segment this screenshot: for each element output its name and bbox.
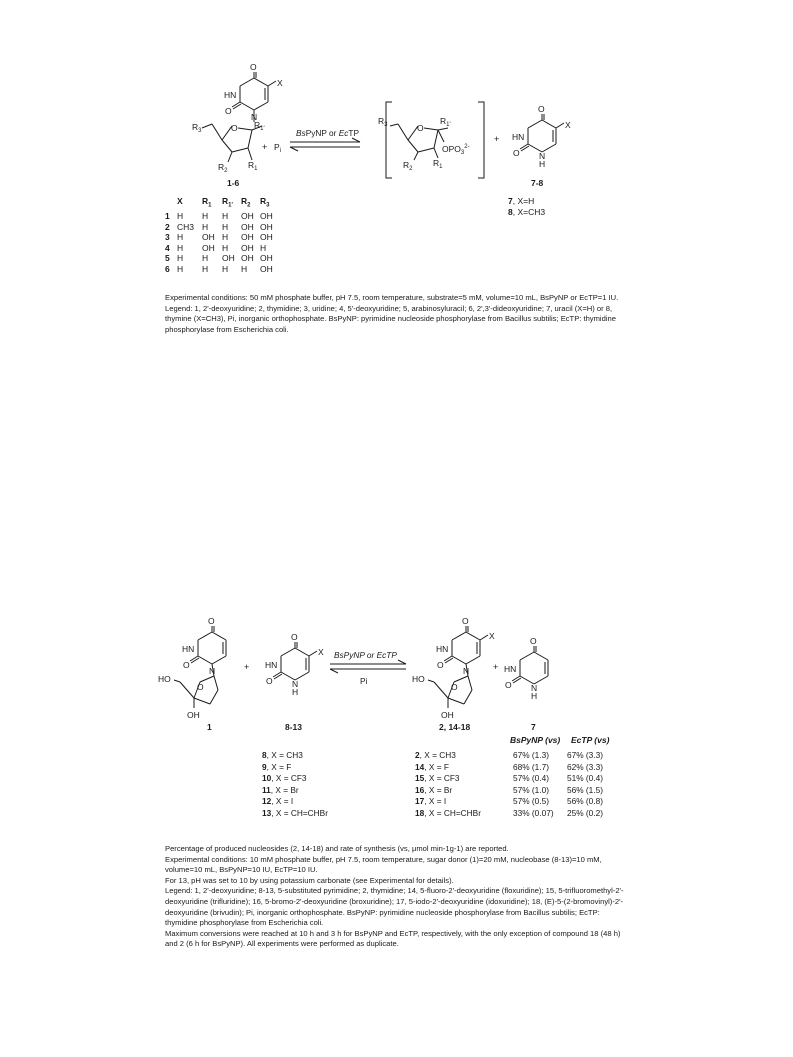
table-header-cell: $R_3$ xyxy=(260,196,270,209)
atom-label: H xyxy=(292,687,299,697)
plus-sign: + xyxy=(494,134,500,144)
atom-label: HN xyxy=(182,644,195,654)
atom-label: $R_{1'}$ xyxy=(440,116,451,128)
atom-label: H xyxy=(539,159,546,169)
atom-label: O xyxy=(208,616,215,626)
compound-label: 7 xyxy=(531,722,536,732)
list-item: 13 , X = CH=CHBr xyxy=(262,807,328,818)
atom-label: OH xyxy=(187,710,200,720)
atom-label: N xyxy=(292,679,299,689)
products-list xyxy=(508,196,545,217)
enzyme-label: BsPyNP or EcTP xyxy=(334,650,397,660)
table-row: 6 H H H H OH xyxy=(165,263,273,274)
caption-conversion-note: Maximum conversions were reached at 10 h and 3 h for BsPyNP and EcTP, respectively, with the only exception of compound 18 (48 h) and 2 (6 h for BsPyNP). All experiments were performed as duplicate. xyxy=(165,928,621,949)
caption-legend: Legend: 1, 2'-deoxyuridine; 8-13, 5-substituted pyrimidine; 2, thymidine; 14, 5-fluoro-2'-deoxyuridine (floxuridine); 15, 5-trifluoromethyl-2'-deoxyuridine (trifluridine); 16, 5-bromo-2'-deoxyuridine (broxuridine); 17, 5-iodo-2'-deoxyuridine (idoxuridine); 18, (E)-5-(2-bromovinyl)-2'-deoxyuridine (brivudin); Pi, inorganic orthophosphate. BsPyNP: pyrimidine nucleoside phosphorylase from Bacillus subtilis; EcTP: thymidine phosphorylase from Escherichia coli. xyxy=(165,886,624,928)
plus-sign: + xyxy=(244,662,250,672)
list-item: 9 , X = F xyxy=(262,761,292,772)
results-header xyxy=(510,735,609,745)
table-row: 14, X = F 68% (1.7) 62% (3.3) xyxy=(415,761,603,772)
atom-label: O xyxy=(250,62,257,72)
list-item: 11 , X = Br xyxy=(262,784,299,795)
atom-label: O xyxy=(462,616,469,626)
table-row: 5 H H OH OH OH xyxy=(165,253,273,264)
atom-label: $R_1$ xyxy=(248,160,258,172)
scheme2-caption xyxy=(165,844,630,950)
atom-label: N xyxy=(539,151,546,161)
atom-label: H xyxy=(531,691,538,701)
plus-sign: + xyxy=(262,142,268,152)
plus-sign: + xyxy=(493,662,499,672)
caption-ph-note: For 13, pH was set to 10 by using potassium carbonate (see Experimental for details). xyxy=(165,875,454,885)
atom-label: X xyxy=(277,78,283,88)
phosphate-label: $P_i$ xyxy=(274,142,282,154)
atom-label: HN xyxy=(224,90,237,100)
atom-label: $R_3$ xyxy=(192,122,202,134)
scheme1-caption xyxy=(165,293,620,335)
atom-label: O xyxy=(538,104,545,114)
scheme1-structures xyxy=(0,0,793,200)
atom-label: O xyxy=(505,680,512,690)
table-row: 16, X = Br 57% (1.0) 56% (1.5) xyxy=(415,784,603,795)
caption-conditions: Experimental conditions: 10 mM phosphate buffer, pH 7.5, room temperature, sugar donor (1)=20 mM, nucleobase (8-13)=10 mM, volume=10 mL, BsPyNP=10 IU, EcTP=10 IU. xyxy=(165,854,602,875)
atom-label: O xyxy=(183,660,190,670)
table-row: 4 H OH H OH H xyxy=(165,242,267,253)
atom-label: X xyxy=(489,631,495,641)
list-item: 7 , X=H xyxy=(508,196,535,206)
table-header-cell: $R_{1'}$ xyxy=(222,196,233,209)
compound-label: 1 xyxy=(207,722,212,732)
atom-label: HN xyxy=(436,644,449,654)
enzyme-label: BsPyNP or EcTP xyxy=(296,128,360,138)
table-row: 17, X = I 57% (0.5) 56% (0.8) xyxy=(415,796,603,807)
atom-label: O xyxy=(437,660,444,670)
table-header-cell: X xyxy=(177,196,183,206)
table-row: 18, X = CH=CHBr 33% (0.07) 25% (0.2) xyxy=(415,807,603,818)
legend-text: Legend: 1, 2'-deoxyuridine; 2, thymidine; 3, uridine; 4, 5'-deoxyuridine; 5, arabinosyluracil; 6, 2',3'-dideoxyuridine; 7, uracil (X=H) or 8, thymine (X=CH3), Pi, inorganic orthophosphate. BsPyNP: pyrimidine nucleoside phosphorylase from Bacillus subtilis; EcTP: thymidine phosphorylase from Escherichia coli. xyxy=(165,303,616,334)
compound-label: 7-8 xyxy=(531,178,544,188)
atom-label: HN xyxy=(512,132,525,142)
atom-label: O xyxy=(417,123,424,133)
atom-label: N xyxy=(251,112,258,122)
table-row: 15, X = CF3 57% (0.4) 51% (0.4) xyxy=(415,773,603,784)
atom-label: HN xyxy=(265,660,278,670)
atom-label: X xyxy=(318,647,324,657)
phosphate-label: Pi xyxy=(360,676,368,686)
atom-label: O xyxy=(197,682,204,692)
atom-label: HO xyxy=(158,674,171,684)
atom-label: O xyxy=(231,123,238,133)
atom-label: N xyxy=(531,683,538,693)
list-item: 8 , X=CH3 xyxy=(508,206,546,217)
atom-label: O xyxy=(451,682,458,692)
atom-label: X xyxy=(565,120,571,130)
caption-rates: Percentage of produced nucleosides (2, 14-18) and rate of synthesis (vs, μmol min-1g-1) are reported. xyxy=(165,844,509,853)
atom-label: $R_1$ xyxy=(433,158,443,170)
table-header-cell: $R_2$ xyxy=(241,196,251,209)
compound-label: 1-6 xyxy=(227,178,240,188)
atom-label: N xyxy=(463,666,470,676)
atom-label: O xyxy=(266,676,273,686)
substituent-table xyxy=(165,196,280,274)
table-header-cell: $R_1$ xyxy=(202,196,212,209)
compound-label: 8-13 xyxy=(285,722,303,732)
atom-label: HO xyxy=(412,674,425,684)
atom-label: OH xyxy=(441,710,454,720)
atom-label: O xyxy=(225,106,232,116)
conditions-text: Experimental conditions: 50 mM phosphate buffer, pH 7.5, room temperature, substrate=5 mM, volume=10 mL, BsPyNP or EcTP=1 IU. xyxy=(165,293,619,302)
atom-label: $R_{1'}$ xyxy=(254,120,265,132)
column-header-bspynp: BsPyNP (vs) xyxy=(510,735,561,745)
list-item: 10 , X = CF3 xyxy=(262,773,307,784)
results-table xyxy=(415,750,603,820)
list-item: 12 , X = I xyxy=(262,796,294,807)
atom-label: $R_2$ xyxy=(218,162,228,174)
table-row: 2, X = CH3 67% (1.3) 67% (3.3) xyxy=(415,750,603,760)
column-header-ectp: EcTP (vs) xyxy=(570,735,610,745)
atom-label: HN xyxy=(504,664,517,674)
table-row: 2 CH3 H H OH OH xyxy=(165,221,273,232)
table-row: 3 H OH H OH OH xyxy=(165,232,273,243)
table-header-row xyxy=(165,196,280,211)
atom-label: O xyxy=(513,148,520,158)
scheme2-structures xyxy=(0,610,793,740)
compound-label: 2, 14-18 xyxy=(439,722,471,732)
atom-label: O xyxy=(291,632,298,642)
atom-label: N xyxy=(209,666,216,676)
atom-label: O xyxy=(530,636,537,646)
phosphate-label: $OPO_3^{2-}$ xyxy=(442,144,470,156)
atom-label: $R_3$ xyxy=(378,116,388,128)
atom-label: $R_2$ xyxy=(403,160,413,172)
nucleobase-list xyxy=(262,750,328,820)
list-item: 8 , X = CH3 xyxy=(262,750,303,760)
table-row: 1 H H H OH OH xyxy=(165,211,273,222)
